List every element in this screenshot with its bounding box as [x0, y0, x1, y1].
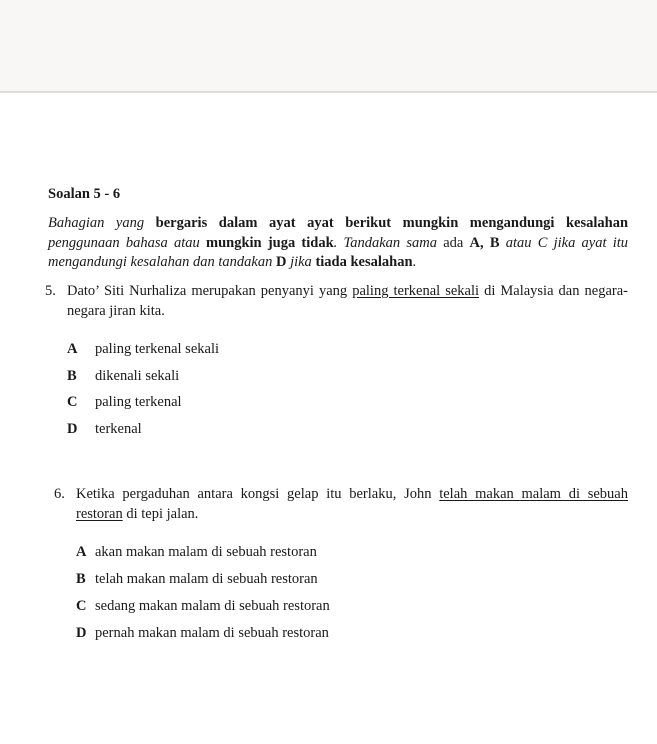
option-a[interactable]	[67, 341, 219, 358]
option-c[interactable]	[76, 598, 330, 615]
option-text: paling terkenal sekali	[95, 341, 220, 357]
instr-text: ada	[436, 234, 470, 251]
option-d[interactable]	[67, 421, 142, 438]
option-text: sedang makan malam di sebuah restoran	[95, 598, 330, 614]
option-b[interactable]	[67, 368, 179, 385]
instr-bold: D	[275, 254, 287, 270]
question-text	[67, 282, 628, 321]
option-text: pernah makan malam di sebuah restoran	[95, 625, 329, 641]
option-text: dikenali sekali	[95, 368, 180, 384]
question-text-part: di tepi jalan.	[122, 505, 199, 522]
option-b[interactable]	[76, 571, 318, 588]
question-text-part: Dato’ Siti Nurhaliza merupakan penyanyi yang	[67, 283, 353, 299]
option-text: paling terkenal	[95, 394, 182, 410]
option-d[interactable]	[76, 625, 329, 642]
option-letter: D	[76, 625, 87, 641]
option-text: akan makan malam di sebuah restoran	[95, 544, 317, 560]
instr-text: .	[412, 254, 417, 270]
option-text: telah makan malam di sebuah restoran	[95, 571, 318, 587]
option-letter: D	[67, 421, 78, 437]
underlined-phrase: paling terkenal sekali	[352, 283, 480, 299]
instr-text: jika	[286, 254, 312, 270]
instr-bold: tiada kesalahan	[311, 254, 413, 270]
instr-text: . Tandakan sama	[333, 234, 437, 251]
option-c[interactable]	[67, 394, 182, 411]
question-6	[54, 485, 628, 524]
question-text-part: di Malaysia dan negara-negara jiran kita.	[67, 283, 628, 319]
instr-bold: mungkin juga tidak	[206, 234, 334, 251]
instructions	[48, 214, 628, 273]
option-letter: C	[76, 598, 87, 614]
option-a[interactable]	[76, 544, 317, 561]
underlined-phrase: telah makan malam di sebuah restoran	[76, 486, 628, 522]
instr-text: Bahagian yang	[48, 215, 145, 231]
question-text-part: Ketika pergaduhan antara kongsi gelap itu berlaku, John	[76, 486, 440, 502]
instr-bold: bergaris dalam ayat ayat berikut mungkin mengandungi kesalahan	[155, 215, 629, 231]
section-header: Soalan 5 - 6	[48, 186, 121, 202]
question-number: 6.	[54, 486, 65, 502]
option-letter: C	[67, 394, 78, 410]
option-letter: A	[76, 544, 87, 560]
instr-text: atau C jika ayat itu mengandungi kesalahan dan tandakan	[48, 234, 629, 270]
question-text	[76, 485, 628, 524]
option-letter: B	[67, 368, 77, 384]
option-letter: B	[76, 571, 86, 587]
option-letter: A	[67, 341, 78, 357]
question-number: 5.	[45, 283, 56, 299]
instr-bold: A, B	[469, 234, 500, 251]
instr-text: penggunaan bahasa atau	[48, 234, 200, 251]
question-5	[45, 282, 628, 321]
page-top-margin	[0, 0, 657, 93]
option-text: terkenal	[95, 421, 142, 437]
